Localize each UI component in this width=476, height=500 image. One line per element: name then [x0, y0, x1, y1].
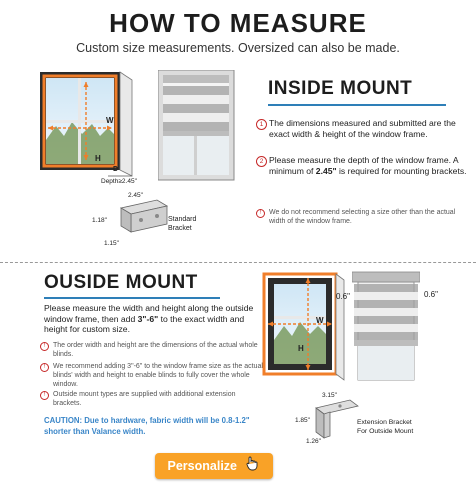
step-number: 1: [256, 119, 267, 130]
warning-icon: !: [40, 342, 49, 351]
outside-note-1-text: The order width and height are the dimensions of the actual whole blinds.: [53, 342, 258, 359]
step-number: 2: [256, 156, 267, 167]
extension-bracket-height: 1.85": [295, 417, 310, 424]
inside-height-label: H: [95, 154, 101, 163]
outside-margin-right: 0.6": [424, 290, 438, 299]
inside-note: [256, 208, 469, 226]
personalize-button[interactable]: [155, 453, 273, 479]
outside-intro-range: 3"-6": [137, 313, 159, 324]
section-divider: [0, 262, 476, 264]
outside-margin-left: 0.6": [336, 292, 350, 301]
inside-blind-image: [158, 70, 238, 182]
inside-note-text: We do not recommend selecting a size other than the actual width of the window frame.: [269, 209, 456, 226]
page-subtitle: Custom size measurements. Oversized can also be made.: [76, 41, 400, 55]
outside-note-1: [40, 341, 263, 359]
standard-bracket-name: Standard Bracket: [168, 216, 197, 233]
hand-pointer-icon: [244, 454, 260, 480]
warning-icon: !: [40, 363, 49, 372]
standard-bracket-height: 1.18": [92, 217, 107, 224]
inside-window-diagram: [38, 70, 138, 188]
outside-intro-text: Please measure the width and height along the outside window frame, then add: [44, 303, 254, 324]
inside-step-2-text-end: is required for mounting brackets.: [336, 165, 467, 176]
inside-step-1-text: The dimensions measured and submitted are the exact width & height of the window frame.: [269, 118, 456, 139]
outside-caution: CAUTION: Due to hardware, fabric width will be 0.8-1.2" shorter than Valance width.: [44, 416, 250, 436]
inside-mount-underline: [268, 104, 446, 106]
personalize-button-label: Personalize: [167, 459, 237, 473]
outside-intro: [44, 303, 256, 335]
inside-step-2-text: Please measure the depth of the window frame. A minimum of: [269, 155, 459, 176]
standard-bracket-width: 2.45": [128, 192, 143, 199]
page-title: HOW TO MEASURE: [109, 8, 367, 38]
outside-width-label: W: [316, 316, 324, 325]
outside-note-3: [40, 390, 263, 408]
inside-step-1: [256, 118, 469, 139]
outside-mount-underline: [44, 297, 220, 299]
inside-width-label: W: [106, 116, 114, 125]
extension-bracket-name: Extension Bracket For Outside Mount: [357, 419, 414, 436]
extension-bracket-depth: 1.26": [306, 438, 321, 445]
outside-window-diagram: [262, 272, 348, 382]
standard-bracket-icon: [113, 196, 175, 246]
outside-note-2: [40, 362, 263, 389]
warning-icon: !: [256, 209, 265, 218]
outside-intro-text-end: to the exact width and height for custom size.: [44, 313, 245, 335]
inside-depth-label: Depth≥2.45": [101, 178, 137, 185]
outside-mount-title: OUSIDE MOUNT: [44, 272, 198, 293]
outside-height-label: H: [298, 344, 304, 353]
outside-blind-image: [352, 270, 420, 382]
standard-bracket-depth: 1.15": [104, 240, 119, 247]
extension-bracket-width: 3.15": [322, 392, 337, 399]
inside-mount-title: INSIDE MOUNT: [268, 78, 413, 99]
inside-step-2-depth: 2.45": [315, 165, 337, 176]
outside-note-2-text: We recommend adding 3"-6" to the window frame size as the actual blinds' width and height to enable blinds to fully cover the whole window.: [53, 363, 263, 389]
inside-step-2: [256, 155, 469, 176]
warning-icon: !: [40, 391, 49, 400]
inside-depth-letter: D: [113, 166, 119, 173]
outside-note-3-text: Outside mount types are supplied with additional extension brackets.: [53, 391, 236, 408]
